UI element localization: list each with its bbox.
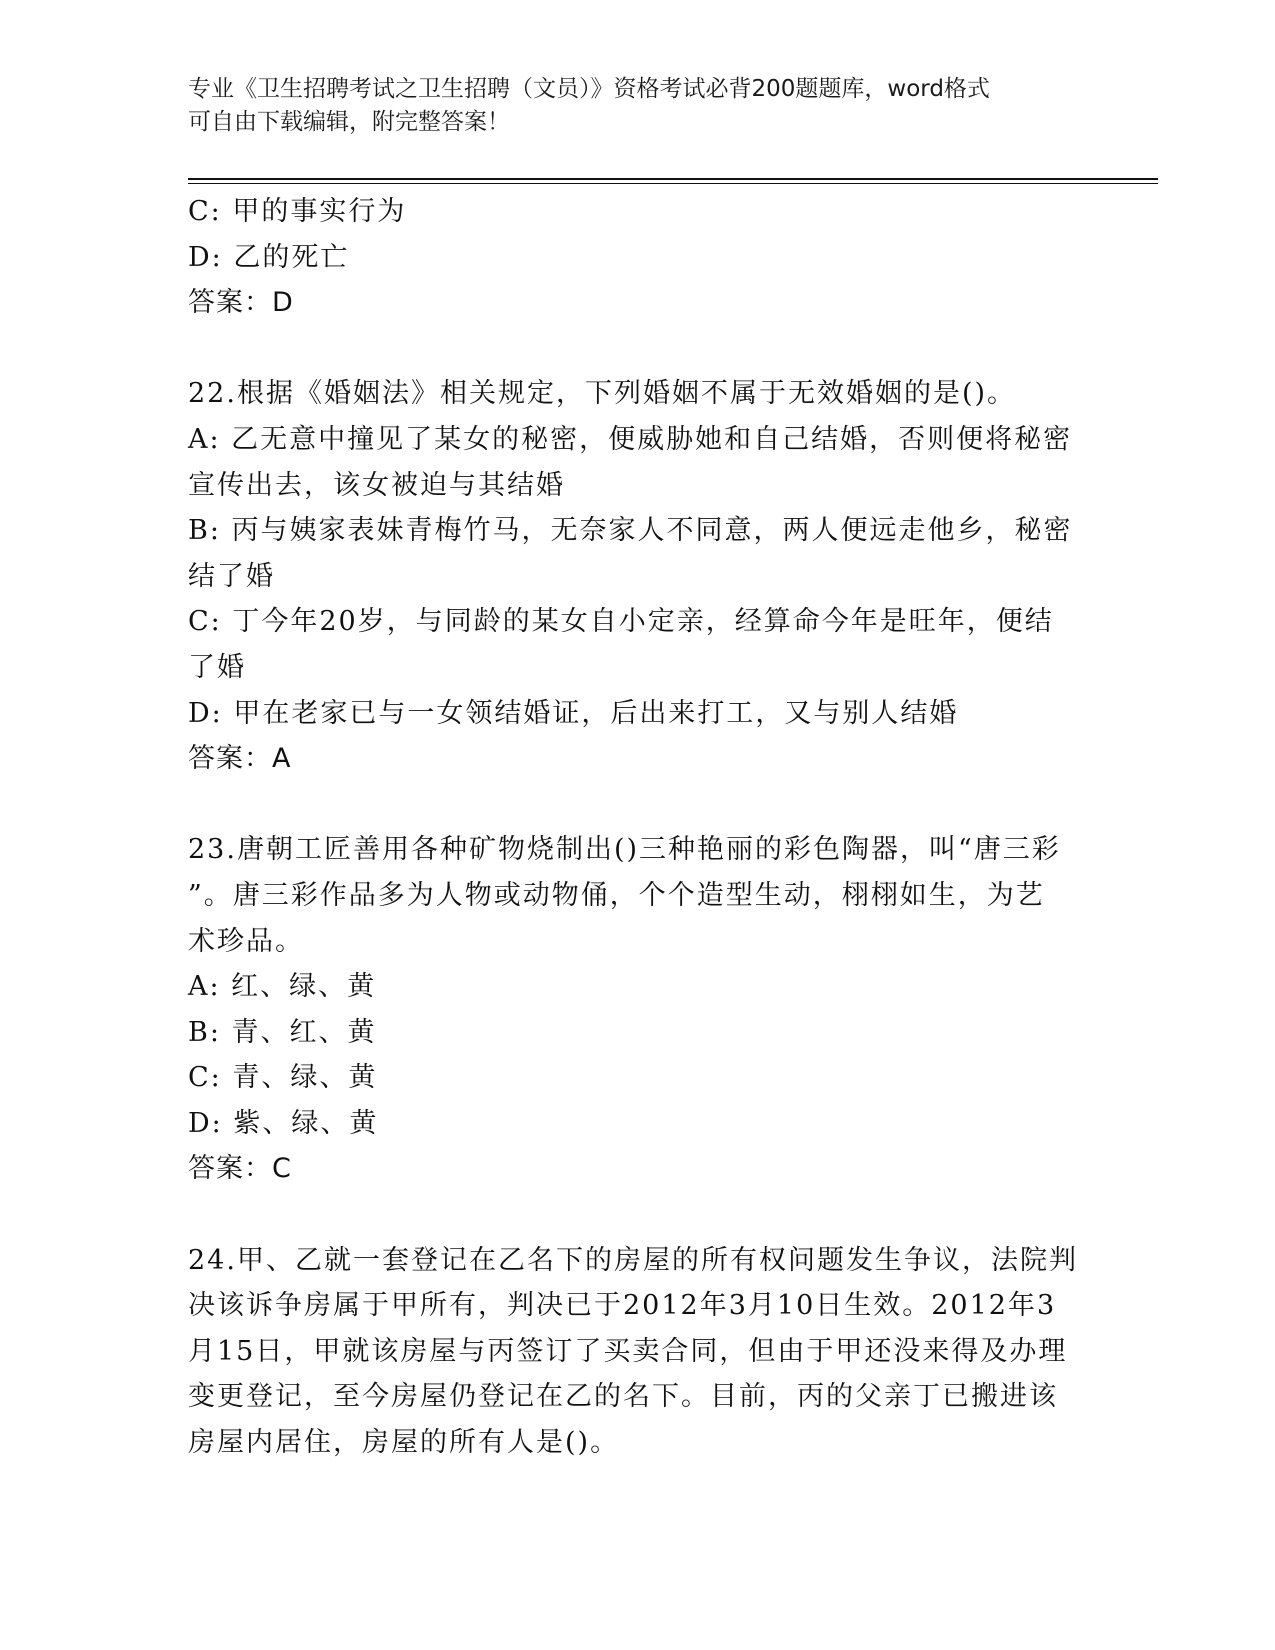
- option-a-continued: 宣传出去，该女被迫与其结婚: [188, 469, 565, 501]
- question-spacer: [188, 782, 1088, 828]
- header-divider-thin: [188, 183, 1158, 184]
- option-b: B: 青、红、黄: [188, 1016, 377, 1048]
- header-title-line-1: 专业《卫生招聘考试之卫生招聘（文员）》资格考试必背200题题库，word格式: [188, 76, 990, 102]
- answer-line: 答案：A: [188, 743, 292, 775]
- option-b-continued: 结了婚: [188, 560, 275, 592]
- question-stem-continued: ”。唐三彩作品多为人物或动物俑，个个造型生动，栩栩如生，为艺: [188, 879, 1045, 911]
- option-a: A: 乙无意中撞见了某女的秘密，便威胁她和自己结婚，否则便将秘密: [188, 423, 1073, 455]
- header-title-line-2: 可自由下载编辑，附完整答案！: [188, 109, 510, 135]
- option-b: B: 丙与姨家表妹青梅竹马，无奈家人不同意，两人便远走他乡，秘密: [188, 515, 1073, 547]
- question-spacer: [188, 326, 1088, 372]
- question-stem-continued: 月15日，甲就该房屋与丙签订了买卖合同，但由于甲还没来得及办理: [188, 1335, 1068, 1367]
- question-content: [188, 189, 1088, 1466]
- question-22: [188, 371, 1088, 781]
- option-c-continued: 了婚: [188, 651, 246, 683]
- answer-line: 答案：C: [188, 1153, 292, 1185]
- question-stem-continued: 变更登记，至今房屋仍登记在乙的名下。目前，丙的父亲丁已搬进该: [188, 1381, 1058, 1413]
- header-divider-thick: [188, 178, 1158, 180]
- answer-line: 答案：D: [188, 287, 294, 319]
- question-stem: 23.唐朝工匠善用各种矿物烧制出()三种艳丽的彩色陶器，叫“唐三彩: [188, 834, 1061, 866]
- question-stem: 22.根据《婚姻法》相关规定，下列婚姻不属于无效婚姻的是()。: [188, 378, 1017, 410]
- question-21-remainder: [188, 189, 1088, 326]
- document-header: [188, 73, 1068, 139]
- option-d: D: 乙的死亡: [188, 241, 350, 273]
- option-c: C: 甲的事实行为: [188, 196, 407, 227]
- option-c: C: 青、绿、黄: [188, 1062, 378, 1094]
- question-23: [188, 827, 1088, 1192]
- question-stem-continued: 决该诉争房属于甲所有，判决已于2012年3月10日生效。2012年3: [188, 1290, 1057, 1322]
- question-stem-continued: 术珍品。: [188, 925, 304, 957]
- question-24: [188, 1238, 1088, 1466]
- question-stem: 24.甲、乙就一套登记在乙名下的房屋的所有权问题发生争议，法院判: [188, 1244, 1078, 1276]
- option-a: A: 红、绿、黄: [188, 971, 377, 1003]
- option-c: C: 丁今年20岁，与同龄的某女自小定亲，经算命今年是旺年，便结: [188, 606, 1054, 638]
- option-d: D: 紫、绿、黄: [188, 1107, 379, 1139]
- question-spacer: [188, 1192, 1088, 1238]
- option-d: D: 甲在老家已与一女领结婚证，后出来打工，又与别人结婚: [188, 697, 959, 729]
- question-stem-continued: 房屋内居住，房屋的所有人是()。: [188, 1427, 620, 1459]
